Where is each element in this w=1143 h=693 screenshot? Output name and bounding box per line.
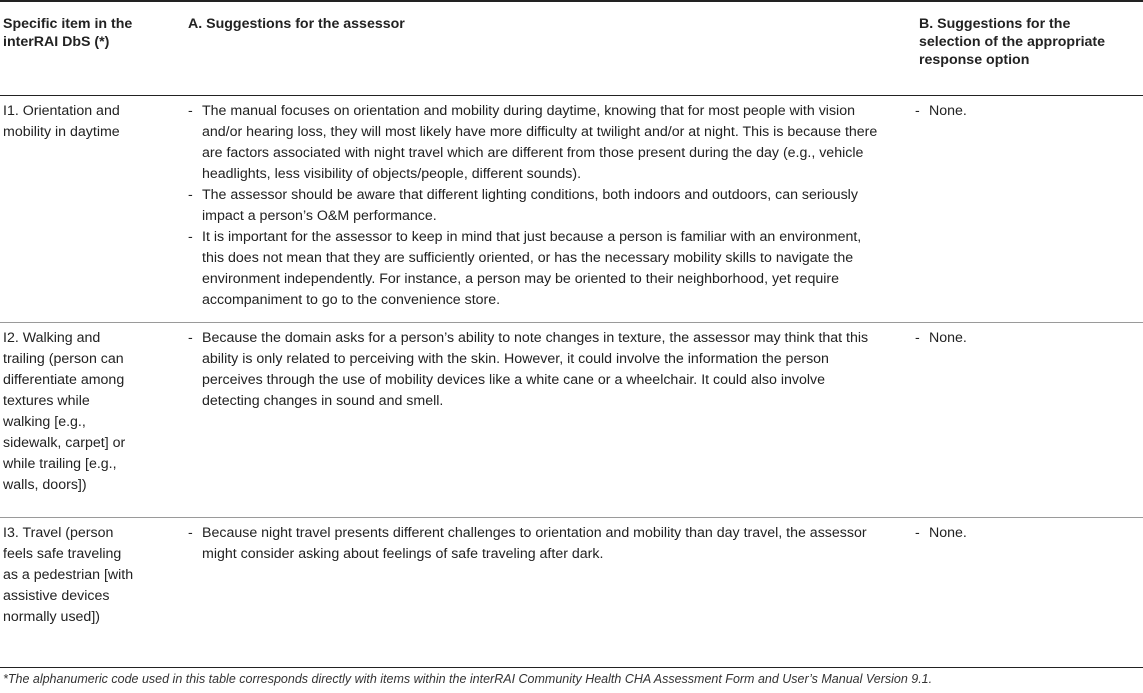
suggestion-list <box>188 101 881 311</box>
suggestions-cell <box>188 95 901 322</box>
response-cell <box>901 95 1143 322</box>
suggestion-list <box>188 328 881 412</box>
list-item: - None. <box>915 329 967 346</box>
item-cell: I3. Travel (person feels safe traveling as a pedestrian [with assistive devices normally used]) <box>3 524 134 625</box>
suggestion-list <box>188 523 881 565</box>
table-header-row <box>0 1 1143 95</box>
list-item: - None. <box>915 524 967 541</box>
table-footnote: *The alphanumeric code used in this table corresponds directly with items within the interRAI Community Health CHA Assessment Form and User’s Manual Version 9.1. <box>3 672 933 686</box>
header-suggestions-assessor: A. Suggestions for the assessor <box>188 16 405 32</box>
response-cell <box>901 322 1143 517</box>
item-cell: I1. Orientation and mobility in daytime <box>3 102 120 140</box>
response-cell <box>901 517 1143 667</box>
item-cell: I2. Walking and trailing (person can differentiate among textures while walking [e.g., sidewalk, carpet] or while trailing [e.g., walls, doors]) <box>3 329 126 493</box>
suggestions-cell <box>188 322 901 517</box>
list-item: - The manual focuses on orientation and mobility during daytime, knowing that for most people with vision and/or hearing loss, they will most likely have more difficulty at twilight and/or at night. This is because there are factors associated with night travel which are different from those present during the day (e.g., vehicle headlights, less visibility of objects/people, different sounds). <box>188 102 878 182</box>
list-item: - Because night travel presents different challenges to orientation and mobility than day travel, the assessor might consider asking about feelings of safe traveling after dark. <box>188 524 867 562</box>
table-row <box>0 517 1143 667</box>
list-item: - Because the domain asks for a person’s ability to note changes in texture, the assessor may think that this ability is only related to perceiving with the skin. However, it could involve the information the person perceives through the use of mobility devices like a white cane or a wheelchair. It could also involve detecting changes in sound and smell. <box>188 329 869 409</box>
header-suggestions-response: B. Suggestions for the selection of the appropriate response option <box>919 16 1106 68</box>
header-item: Specific item in the interRAI DbS (*) <box>3 16 133 50</box>
suggestions-cell <box>188 517 901 667</box>
list-item: - The assessor should be aware that different lighting conditions, both indoors and outdoors, can seriously impact a person’s O&M performance. <box>188 186 858 224</box>
table-row <box>0 322 1143 517</box>
table-row <box>0 95 1143 322</box>
list-item: - None. <box>915 102 967 119</box>
list-item: - It is important for the assessor to keep in mind that just because a person is familiar with an environment, this does not mean that they are sufficiently oriented, or has the necessary mobility skills to navigate the environment independently. For instance, a person may be oriented to their neighborhood, yet require accompaniment to go to the convenience store. <box>188 228 862 308</box>
